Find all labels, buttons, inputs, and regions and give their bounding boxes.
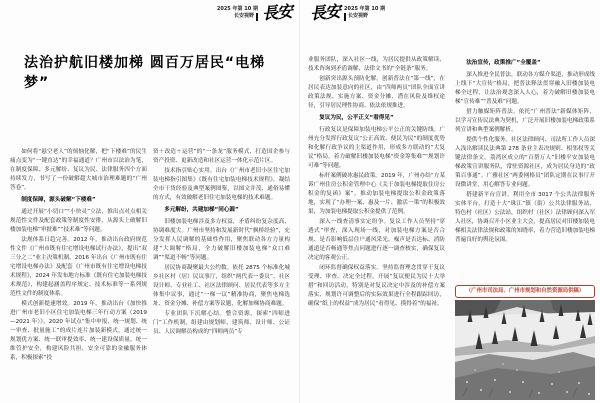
section-name: 长安视野 (348, 13, 369, 19)
body-paragraph: 深入一线查清事实定纷争。复议工作人员坚持“穿透式”审查，深入现场一线，对加装电梯方案是否合规、是否影响低层住户通风采光、噪声是否达标、消防通道是否畅通等焦点问题进行逐一调查核实，确保复议决定的客观公正。 (308, 219, 445, 261)
text-column-3 (308, 56, 445, 402)
attribution-box: （广州市司法局、广州市规划和自然资源局供稿） (455, 285, 595, 298)
changan-logo: 長安 (309, 1, 341, 24)
body-paragraph: 搭建新平台宣讲。利用全市 3017 个公共法律服务实体平台，打造十大“珠江”镇（街）公共法律服务站、特色村（社区）公法站，组织村（社区）法律顾问深入军人社区，协调召开小区业主大会，提高居民对旧楼加装电梯相关法律法规和政策的知晓率，着力营造旧楼加装电梯普遍良好的舆论氛围。 (455, 192, 595, 243)
article-title: 法治护航旧楼加梯 圆百万居民“电梯梦” (24, 55, 266, 91)
issue-block (217, 6, 258, 21)
body-paragraph: 通过开展“小切口”“小快灵”立法，推出点对点相关规范性文件及配套政策等制度性安排，从源头上破解旧楼加装电梯“审批难”“技术难”等问题。 (10, 209, 147, 233)
magazine-header-right (309, 1, 386, 24)
body-paragraph: 提供个性化服务。社区法律顾问、司法所工作人员深入浅出解读民法典第 278 条业主表决规则、相邻权等关键法律条文，荔湾区成立的“百帮万人”旧楼平安加装电梯政策宣讲服务队，常驻资源社区，成为居民身边的“政策百事通”。广雅社区“两委网格员”团队定期在议事厅开设微讲堂，用心解答专业问题。 (455, 137, 595, 188)
body-paragraph: 法规体系日趋完善。2012 年，推动出台政府规范性文件《广州市既有住宅增设电梯试行办法》，提出“双三分之二”业主决策机制，2016 年出台《广州市既有住宅增设电梯办法》及配套《广州市既有住宅增设电梯技术规程》，2024 年发布地方标准《既有住宅加装电梯技术规范》，构建起涵盖程序规定、技术标准等一系列规范性文件的制度体系。 (10, 237, 147, 297)
divider-bar-icon (256, 13, 258, 21)
section-heading: 法治宣传，政策推广“全覆盖” (466, 60, 541, 66)
body-paragraph: 标杆案例破冰惠民政策。2019 年，广州办结“方某诉广州住房公积金管理中心《关于加装电梯提取住房公积金的复函》案”，推动加装电梯提取公积金政策落地，实现了“办理一案、惠及一片、激活一策”的积极效果，为加装电梯提取公积金提供了范例。 (308, 173, 445, 215)
landscape-photo-art (455, 300, 595, 400)
changan-logo: 長安 (261, 1, 293, 24)
body-paragraph: 闭环监督确保权益落实。坚持监督理念贯穿于复议受理、审查、决定全过程，开展“复议便民为民十大举措”和回访活动，特别是对复议决定中涉及的补偿方案落实、规划许可调整后的实际效果进行全程跟踪回访，确保“纸上的权益”成为居民“看得见、摸得着”的福祉。 (308, 265, 445, 307)
body-paragraph: 资＋改造＋运营”的“一条龙”服务模式，打造国企参与资产投资、更新改造和社区运营一体化示范片区。 (153, 149, 290, 164)
body-paragraph: 业服务团队，深入社区一线，为居民提供从政策解读、技术咨询到矛盾调解、法律文书的“全链条”服务。 (308, 57, 445, 72)
body-paragraph: 创新突出源头预防化解。创新普法在“第一线”，在居民表达加装意向的社区，由“四师两员”团队全面宣讲政策法规、实施方案、资金分摊、潜在风险及维权途径，引导居民理性协商、依法依规推进。 (308, 76, 445, 109)
text-column-2 (153, 148, 290, 402)
section-heading: 复议为民，公平正义“看得见” (319, 115, 394, 121)
body-paragraph: 旧楼加装电梯涉及多方权益，矛盾纠纷复杂度高、协调难度大。广州市坚持和发展新时代“枫桥经验”，充分发挥人民调解的基础性作用，聚焦联动各方力量构建“大调解”格局，全力破解旧楼加装电梯“众口难调”“渠道不畅”等问题。 (153, 219, 290, 261)
section-heading: 多元解纷，共建加梯“同心圆” (164, 207, 239, 213)
right-page (300, 0, 600, 403)
body-paragraph: 深入推进全民普法，联动各方媒介渠道，推动形成线上线下“大宣传”格局，把普法释法贯穿融入旧楼加装电梯全过程，让法治观念深入人心，着力破解旧楼加装电梯“宣传难”“普及难”问题。 (455, 72, 595, 105)
landscape-photo (455, 300, 595, 400)
issue-number: 2025 年第 10 期 (216, 5, 258, 12)
body-paragraph: 如何将“悬空老人”的烦恼化解，把“下楼难”的民生痛点变为“一键直达”的幸福通道？广州市以法治为笔，在制度保障、多元解纷、复议为民、法律服务四个方面持续发力，书写了一份破解超大城市治理难题的“广州答卷”。 (10, 149, 147, 191)
section-name: 长安视野 (233, 13, 254, 19)
text-column-1 (10, 148, 147, 402)
magazine-header-left (216, 1, 293, 24)
text-column-4 (455, 56, 595, 282)
issue-block (344, 6, 385, 21)
body-paragraph: 行政复议是保障加装电梯公平公正的关键防线。广州充分发挥行政复议“公正高效、便民为民”的制度优势和化解行政争议的主渠道作用，形成多方联动的“大复议”格局，着力破解旧楼加装电梯“资金筹集难”“规划许可难”等问题。 (308, 127, 445, 169)
section-heading: 制度保障，源头破解“下楼难” (21, 197, 96, 203)
issue-number: 2025 年第 10 期 (344, 5, 386, 12)
body-paragraph: 专业团队下沉解心结。整合资源，探索“四师进门”工作机制，组建由规划师、建筑师、设计师、公证员、人民调解员构成的“四师两员”专 (153, 311, 290, 335)
body-paragraph: 技术指引贴心实用。出台《广州市老旧小区住宅加装电梯指引图集》《既有住宅加装电梯技术规程》，凝结全市干货经验及典型案例图鉴，以图文并茂、通俗易懂的方式，有效破解老旧住宅加装电梯的技术难题。 (153, 168, 290, 201)
body-paragraph: 借力触媒矩阵普法。依托“广州普法”新媒体矩阵，以学习宣传民法典为契机，广泛开展旧楼加装电梯政策系列宣讲和典型案例解析。 (455, 109, 595, 133)
divider-bar-icon (344, 13, 346, 21)
body-paragraph: 模式创新提速增效。2019 年，推动出台《加快推进广州市老旧小区住宅加装电梯三年行动方案（2019—2021 年）》，2020 年试点“集中申报、统一规划、统一审查、批量施工”的成片连片加装新模式，通过统一规划优方案、统一联审提效率、统一建设保质量、统一维管护安全，构建风险共担、安全可靠的金融服务体系，积极探索“投 (10, 301, 147, 361)
body-paragraph: 居民协商凝聚最大公约数。依托 2875 个标准化城乡社区村（居）民议事厅，组织“两代表一委员”、社区设计师、专业社工、社区法律顾问、居民代表等多方主体集中议事，通过“一梯一议”精准协商，聚焦电梯选址、资金分摊、补偿方案等议题，化解加梯协商难题。 (153, 265, 290, 307)
